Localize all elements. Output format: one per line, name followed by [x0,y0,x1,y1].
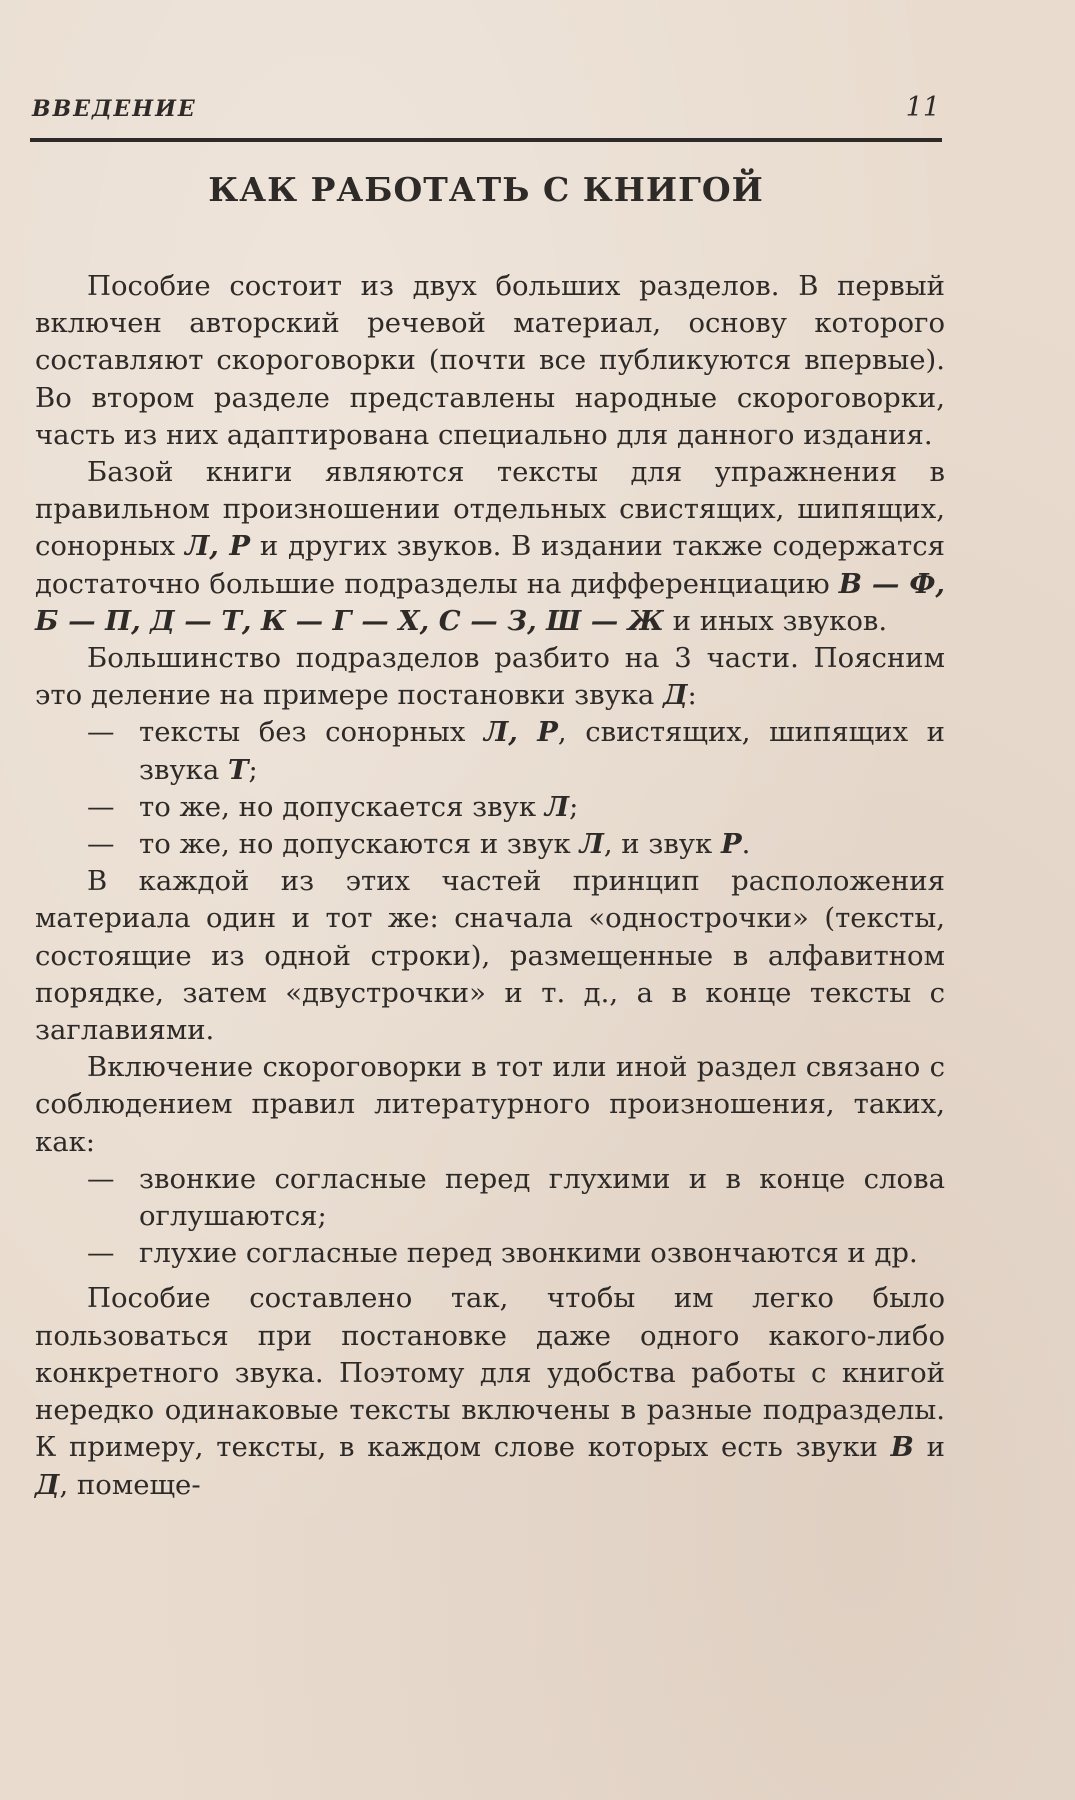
list-item-emphasis: Л [579,828,604,861]
paragraph-4: В каждой из этих частей принцип расположения материала один и тот же: сначала «однострочки» (тексты, состоящие из одной строки), размещенные в алфавитном порядке, затем «двустрочки» и т. д., а в конце тексты с заглавиями. [35,865,945,1047]
paragraph-6 [35,1280,945,1503]
paragraph-3-text-1: Большинство подразделов разбито на 3 части. Поясним это деление на примере постановки звука [35,642,945,712]
list-item-emphasis: Р [720,828,742,861]
list-item-emphasis: Л [544,790,570,823]
paragraph-3 [35,640,945,714]
running-head: ВВЕДЕНИЕ [32,96,197,122]
list-item-text: , и звук [603,828,721,861]
paragraph-2-text-3: и иных звуков. [663,604,888,637]
paragraph-6-emphasis-1: В [890,1431,914,1464]
paragraph-3-emphasis-1: Д [663,679,688,712]
paragraph-2-emphasis-2: В — Ф, Б — П, Д — Т, К — Г — Х, С — З, Ш — Ж [35,567,945,637]
page-number: 11 [905,92,940,123]
list-item [87,789,945,826]
paragraph-5: Включение скороговорки в тот или иной раздел связано с соблюдением правил литературного произношения, таких, как: [35,1051,945,1158]
paragraph-2-text-1: Базой книги являются тексты для упражнения в правильном произношении отдельных свистящих, шипящих, сонорных [35,456,945,563]
list-item [87,826,945,863]
list-item-text: тексты без сонорных [139,716,484,749]
paragraph-6-emphasis-2: Д [35,1468,60,1501]
list-rules [35,1161,945,1273]
paragraph-6-text-1: Пособие составлено так, чтобы им легко было пользоваться при постановке даже одного какого-либо конкретного звука. Поэтому для удобства работы с книгой нередко одинаковые тексты включены в разные подразделы. К примеру, тексты, в каждом слове которых есть звуки [35,1282,945,1464]
paragraph-1: Пособие состоит из двух больших разделов. В первый включен авторский речевой материал, основу которого составляют скороговорки (почти все публикуются впервые). Во втором разделе представлены народные скороговорки, часть из них адаптирована специально для данного издания. [35,270,945,451]
list-parts [35,714,945,863]
section-title: КАК РАБОТАТЬ С КНИГОЙ [208,170,764,209]
paragraph-2-text-2: и других звуков. В издании также содержатся достаточно большие подразделы на дифференциацию [35,530,945,600]
list-item-text: , свистящих, шипящих и звука [139,716,945,786]
list-item-emphasis: Л, Р [483,716,558,749]
page-header [30,92,942,142]
body-text [35,268,945,1504]
list-item [87,714,945,788]
paragraph-3-text-2: : [687,679,697,712]
paragraph-2 [35,454,945,640]
list-item-text: . [741,828,751,861]
list-item-text: ; [248,753,258,786]
list-item-text: ; [569,790,579,823]
list-item-text: то же, но допускается звук [139,790,545,823]
paragraph-2-emphasis-1: Л, Р [184,530,251,563]
list-item-emphasis: Т [228,753,249,786]
list-item: — звонкие согласные перед глухими и в конце слова оглушаются; [87,1161,945,1235]
paragraph-6-text-2: и [913,1431,945,1464]
list-item: — глухие согласные перед звонкими озвончаются и др. [87,1235,945,1272]
paragraph-6-text-3: , помеще- [59,1468,201,1501]
list-item-text: то же, но допускаются и звук [139,828,580,861]
